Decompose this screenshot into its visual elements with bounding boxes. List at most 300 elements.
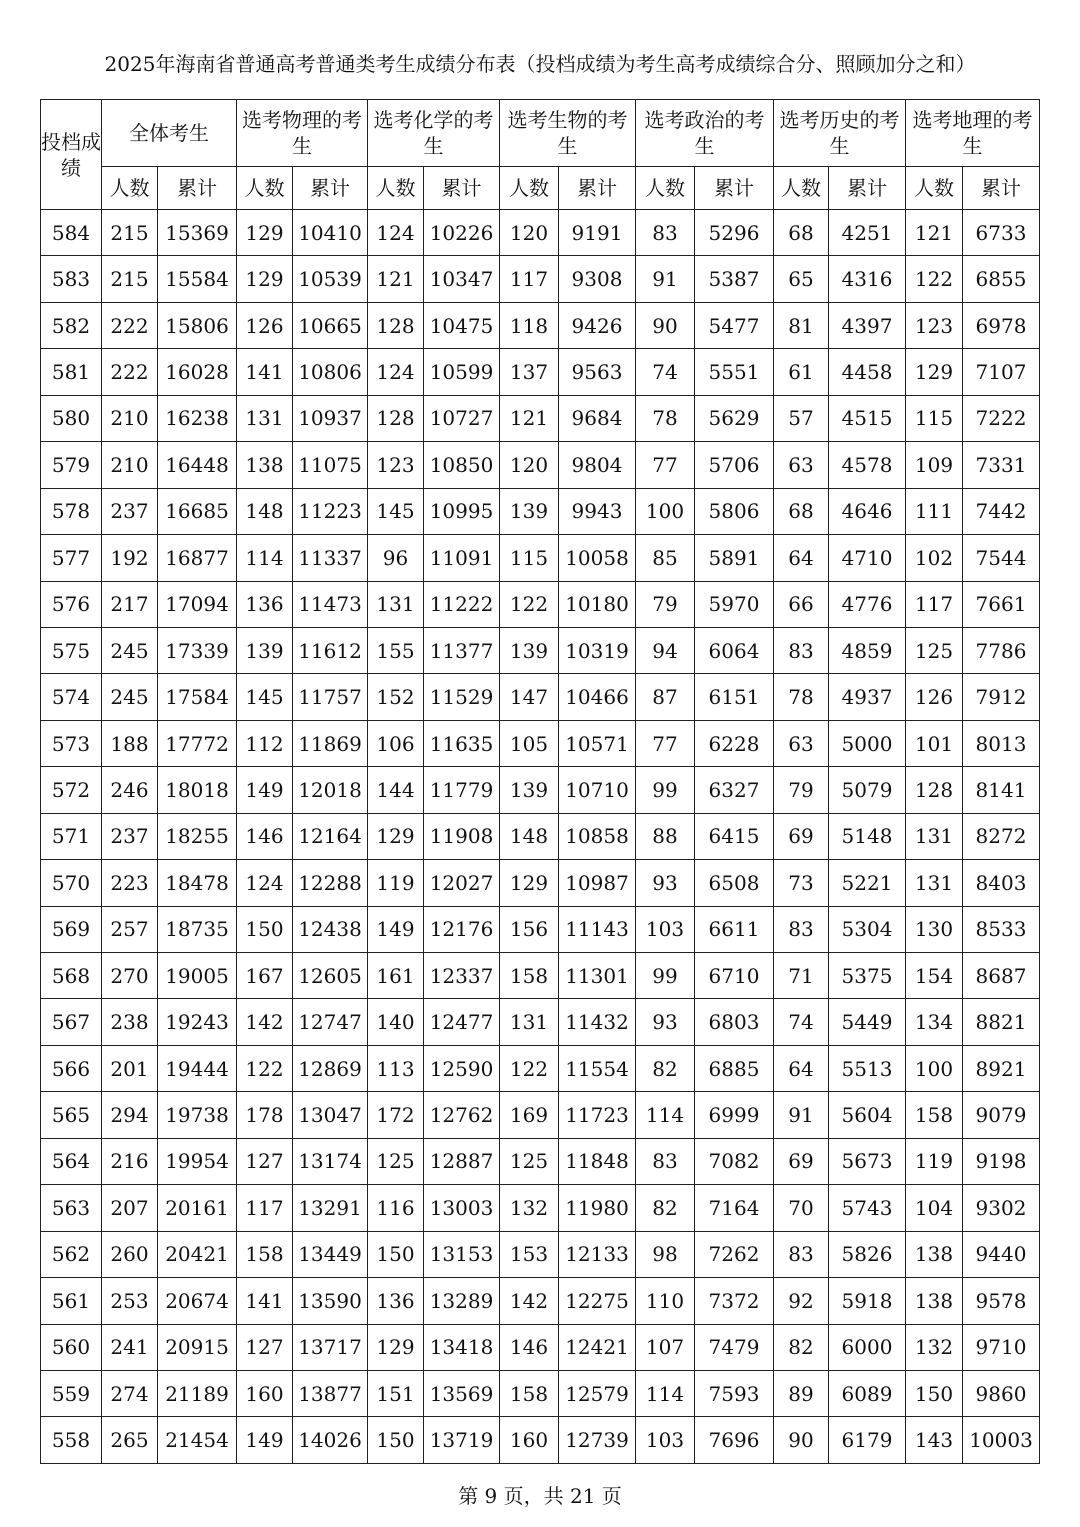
- count-cell: 65: [774, 256, 829, 302]
- count-cell: 113: [368, 1045, 424, 1091]
- count-cell: 178: [237, 1092, 293, 1138]
- cumulative-cell: 10410: [293, 210, 368, 256]
- count-cell: 127: [237, 1324, 293, 1370]
- count-cell: 66: [774, 581, 829, 627]
- cumulative-cell: 12739: [559, 1417, 636, 1463]
- cumulative-cell: 13569: [424, 1370, 500, 1416]
- count-cell: 153: [500, 1231, 559, 1277]
- cumulative-cell: 9578: [963, 1278, 1040, 1324]
- cumulative-cell: 19738: [158, 1092, 237, 1138]
- count-cell: 83: [636, 210, 695, 256]
- score-cell: 564: [41, 1138, 102, 1184]
- subheader-cumulative: 累计: [424, 167, 500, 210]
- table-row: [41, 906, 1040, 952]
- score-cell: 574: [41, 674, 102, 720]
- table-row: [41, 302, 1040, 348]
- count-cell: 115: [906, 395, 963, 441]
- cumulative-cell: 9198: [963, 1138, 1040, 1184]
- cumulative-cell: 12605: [293, 953, 368, 999]
- subheader-cumulative: 累计: [695, 167, 774, 210]
- count-cell: 73: [774, 860, 829, 906]
- cumulative-cell: 17772: [158, 720, 237, 766]
- cumulative-cell: 17584: [158, 674, 237, 720]
- count-cell: 129: [237, 210, 293, 256]
- count-cell: 149: [237, 1417, 293, 1463]
- cumulative-cell: 5513: [829, 1045, 906, 1091]
- count-cell: 160: [237, 1370, 293, 1416]
- cumulative-cell: 9563: [559, 349, 636, 395]
- cumulative-cell: 5304: [829, 906, 906, 952]
- count-cell: 154: [906, 953, 963, 999]
- cumulative-cell: 6855: [963, 256, 1040, 302]
- table-row: [41, 627, 1040, 673]
- cumulative-cell: 13003: [424, 1185, 500, 1231]
- count-cell: 138: [237, 442, 293, 488]
- count-cell: 110: [636, 1278, 695, 1324]
- count-cell: 152: [368, 674, 424, 720]
- count-cell: 100: [636, 488, 695, 534]
- cumulative-cell: 8403: [963, 860, 1040, 906]
- cumulative-cell: 7222: [963, 395, 1040, 441]
- table-row: [41, 1278, 1040, 1324]
- count-cell: 99: [636, 767, 695, 813]
- subheader-count: 人数: [237, 167, 293, 210]
- cumulative-cell: 19444: [158, 1045, 237, 1091]
- cumulative-cell: 7593: [695, 1370, 774, 1416]
- cumulative-cell: 13449: [293, 1231, 368, 1277]
- group-header-biology: 选考生物的考生: [500, 100, 636, 167]
- cumulative-cell: 10226: [424, 210, 500, 256]
- cumulative-cell: 10347: [424, 256, 500, 302]
- score-cell: 566: [41, 1045, 102, 1091]
- count-cell: 139: [500, 488, 559, 534]
- count-cell: 137: [500, 349, 559, 395]
- cumulative-cell: 9710: [963, 1324, 1040, 1370]
- count-cell: 107: [636, 1324, 695, 1370]
- subheader-cumulative: 累计: [158, 167, 237, 210]
- count-cell: 78: [774, 674, 829, 720]
- count-cell: 131: [906, 813, 963, 859]
- cumulative-cell: 7696: [695, 1417, 774, 1463]
- cumulative-cell: 7107: [963, 349, 1040, 395]
- cumulative-cell: 5673: [829, 1138, 906, 1184]
- subheader-cumulative: 累计: [293, 167, 368, 210]
- count-cell: 129: [500, 860, 559, 906]
- page-number-footer: 第 9 页，共 21 页: [458, 1484, 622, 1508]
- cumulative-cell: 12275: [559, 1278, 636, 1324]
- count-cell: 131: [500, 999, 559, 1045]
- table-row: [41, 999, 1040, 1045]
- count-cell: 87: [636, 674, 695, 720]
- score-cell: 567: [41, 999, 102, 1045]
- cumulative-cell: 12018: [293, 767, 368, 813]
- cumulative-cell: 8533: [963, 906, 1040, 952]
- cumulative-cell: 11554: [559, 1045, 636, 1091]
- group-header-physics: 选考物理的考生: [237, 100, 368, 167]
- table-row: [41, 349, 1040, 395]
- count-cell: 121: [906, 210, 963, 256]
- count-cell: 124: [237, 860, 293, 906]
- count-cell: 88: [636, 813, 695, 859]
- subheader-cumulative: 累计: [963, 167, 1040, 210]
- cumulative-cell: 4710: [829, 535, 906, 581]
- score-cell: 558: [41, 1417, 102, 1463]
- count-cell: 83: [636, 1138, 695, 1184]
- count-cell: 122: [500, 1045, 559, 1091]
- cumulative-cell: 5375: [829, 953, 906, 999]
- cumulative-cell: 4458: [829, 349, 906, 395]
- count-cell: 129: [368, 813, 424, 859]
- count-cell: 215: [102, 256, 158, 302]
- cumulative-cell: 11223: [293, 488, 368, 534]
- count-cell: 125: [906, 627, 963, 673]
- count-cell: 223: [102, 860, 158, 906]
- count-cell: 158: [500, 1370, 559, 1416]
- cumulative-cell: 20674: [158, 1278, 237, 1324]
- count-cell: 83: [774, 627, 829, 673]
- cumulative-cell: 13877: [293, 1370, 368, 1416]
- cumulative-cell: 4316: [829, 256, 906, 302]
- cumulative-cell: 9860: [963, 1370, 1040, 1416]
- subheader-count: 人数: [368, 167, 424, 210]
- cumulative-cell: 7082: [695, 1138, 774, 1184]
- subheader-row: [41, 167, 1040, 210]
- count-cell: 126: [906, 674, 963, 720]
- count-cell: 139: [500, 627, 559, 673]
- cumulative-cell: 5918: [829, 1278, 906, 1324]
- count-cell: 105: [500, 720, 559, 766]
- count-cell: 215: [102, 210, 158, 256]
- cumulative-cell: 16028: [158, 349, 237, 395]
- cumulative-cell: 6508: [695, 860, 774, 906]
- count-cell: 117: [500, 256, 559, 302]
- cumulative-cell: 10995: [424, 488, 500, 534]
- score-cell: 562: [41, 1231, 102, 1277]
- cumulative-cell: 9943: [559, 488, 636, 534]
- count-cell: 151: [368, 1370, 424, 1416]
- cumulative-cell: 17094: [158, 581, 237, 627]
- cumulative-cell: 5891: [695, 535, 774, 581]
- count-cell: 90: [774, 1417, 829, 1463]
- count-cell: 64: [774, 1045, 829, 1091]
- cumulative-cell: 7262: [695, 1231, 774, 1277]
- cumulative-cell: 5079: [829, 767, 906, 813]
- count-cell: 111: [906, 488, 963, 534]
- cumulative-cell: 16877: [158, 535, 237, 581]
- cumulative-cell: 16238: [158, 395, 237, 441]
- count-cell: 167: [237, 953, 293, 999]
- cumulative-cell: 9804: [559, 442, 636, 488]
- table-row: [41, 488, 1040, 534]
- count-cell: 128: [368, 395, 424, 441]
- cumulative-cell: 12027: [424, 860, 500, 906]
- count-cell: 106: [368, 720, 424, 766]
- subheader-count: 人数: [636, 167, 695, 210]
- cumulative-cell: 11473: [293, 581, 368, 627]
- cumulative-cell: 4515: [829, 395, 906, 441]
- count-cell: 245: [102, 674, 158, 720]
- cumulative-cell: 13153: [424, 1231, 500, 1277]
- cumulative-cell: 21454: [158, 1417, 237, 1463]
- count-cell: 69: [774, 813, 829, 859]
- count-cell: 98: [636, 1231, 695, 1277]
- count-cell: 146: [237, 813, 293, 859]
- cumulative-cell: 5743: [829, 1185, 906, 1231]
- count-cell: 140: [368, 999, 424, 1045]
- cumulative-cell: 6179: [829, 1417, 906, 1463]
- subheader-count: 人数: [906, 167, 963, 210]
- count-cell: 89: [774, 1370, 829, 1416]
- count-cell: 117: [906, 581, 963, 627]
- cumulative-cell: 8821: [963, 999, 1040, 1045]
- cumulative-cell: 11635: [424, 720, 500, 766]
- count-cell: 156: [500, 906, 559, 952]
- cumulative-cell: 20421: [158, 1231, 237, 1277]
- subheader-count: 人数: [102, 167, 158, 210]
- table-row: [41, 860, 1040, 906]
- count-cell: 207: [102, 1185, 158, 1231]
- cumulative-cell: 5148: [829, 813, 906, 859]
- count-cell: 94: [636, 627, 695, 673]
- cumulative-cell: 4397: [829, 302, 906, 348]
- cumulative-cell: 4578: [829, 442, 906, 488]
- cumulative-cell: 10466: [559, 674, 636, 720]
- cumulative-cell: 18255: [158, 813, 237, 859]
- table-row: [41, 395, 1040, 441]
- group-header-history: 选考历史的考生: [774, 100, 906, 167]
- cumulative-cell: 6415: [695, 813, 774, 859]
- count-cell: 104: [906, 1185, 963, 1231]
- count-cell: 274: [102, 1370, 158, 1416]
- cumulative-cell: 10571: [559, 720, 636, 766]
- count-cell: 158: [906, 1092, 963, 1138]
- cumulative-cell: 8687: [963, 953, 1040, 999]
- cumulative-cell: 11337: [293, 535, 368, 581]
- cumulative-cell: 13418: [424, 1324, 500, 1370]
- count-cell: 118: [500, 302, 559, 348]
- cumulative-cell: 6803: [695, 999, 774, 1045]
- count-cell: 83: [774, 1231, 829, 1277]
- table-row: [41, 1417, 1040, 1463]
- count-cell: 68: [774, 210, 829, 256]
- count-cell: 131: [368, 581, 424, 627]
- score-cell: 559: [41, 1370, 102, 1416]
- cumulative-cell: 12421: [559, 1324, 636, 1370]
- count-cell: 253: [102, 1278, 158, 1324]
- count-cell: 119: [368, 860, 424, 906]
- cumulative-cell: 10539: [293, 256, 368, 302]
- cumulative-cell: 6611: [695, 906, 774, 952]
- cumulative-cell: 8141: [963, 767, 1040, 813]
- count-cell: 122: [906, 256, 963, 302]
- count-cell: 238: [102, 999, 158, 1045]
- score-cell: 581: [41, 349, 102, 395]
- cumulative-cell: 7331: [963, 442, 1040, 488]
- score-cell: 571: [41, 813, 102, 859]
- count-cell: 82: [636, 1045, 695, 1091]
- count-cell: 155: [368, 627, 424, 673]
- group-header-geography: 选考地理的考生: [906, 100, 1040, 167]
- table-row: [41, 767, 1040, 813]
- count-cell: 139: [500, 767, 559, 813]
- cumulative-cell: 5604: [829, 1092, 906, 1138]
- count-cell: 141: [237, 349, 293, 395]
- score-cell: 578: [41, 488, 102, 534]
- cumulative-cell: 10180: [559, 581, 636, 627]
- count-cell: 68: [774, 488, 829, 534]
- cumulative-cell: 12288: [293, 860, 368, 906]
- count-cell: 138: [906, 1278, 963, 1324]
- score-cell: 580: [41, 395, 102, 441]
- count-cell: 149: [368, 906, 424, 952]
- count-cell: 112: [237, 720, 293, 766]
- cumulative-cell: 10727: [424, 395, 500, 441]
- count-cell: 217: [102, 581, 158, 627]
- score-cell: 568: [41, 953, 102, 999]
- count-cell: 109: [906, 442, 963, 488]
- cumulative-cell: 8013: [963, 720, 1040, 766]
- score-cell: 565: [41, 1092, 102, 1138]
- count-cell: 121: [368, 256, 424, 302]
- cumulative-cell: 5000: [829, 720, 906, 766]
- cumulative-cell: 12164: [293, 813, 368, 859]
- cumulative-cell: 5387: [695, 256, 774, 302]
- cumulative-cell: 9191: [559, 210, 636, 256]
- count-cell: 192: [102, 535, 158, 581]
- count-cell: 141: [237, 1278, 293, 1324]
- cumulative-cell: 5826: [829, 1231, 906, 1277]
- cumulative-cell: 21189: [158, 1370, 237, 1416]
- count-cell: 78: [636, 395, 695, 441]
- count-cell: 294: [102, 1092, 158, 1138]
- count-cell: 158: [500, 953, 559, 999]
- count-cell: 81: [774, 302, 829, 348]
- cumulative-cell: 6885: [695, 1045, 774, 1091]
- count-cell: 124: [368, 210, 424, 256]
- count-cell: 147: [500, 674, 559, 720]
- count-cell: 145: [368, 488, 424, 534]
- cumulative-cell: 11091: [424, 535, 500, 581]
- count-cell: 61: [774, 349, 829, 395]
- count-cell: 143: [906, 1417, 963, 1463]
- cumulative-cell: 5477: [695, 302, 774, 348]
- count-cell: 121: [500, 395, 559, 441]
- cumulative-cell: 6978: [963, 302, 1040, 348]
- score-cell: 561: [41, 1278, 102, 1324]
- count-cell: 125: [368, 1138, 424, 1184]
- cumulative-cell: 10665: [293, 302, 368, 348]
- count-cell: 188: [102, 720, 158, 766]
- count-cell: 93: [636, 860, 695, 906]
- cumulative-cell: 19954: [158, 1138, 237, 1184]
- score-cell: 575: [41, 627, 102, 673]
- count-cell: 136: [237, 581, 293, 627]
- count-cell: 201: [102, 1045, 158, 1091]
- count-cell: 83: [774, 906, 829, 952]
- cumulative-cell: 12438: [293, 906, 368, 952]
- count-cell: 148: [237, 488, 293, 534]
- cumulative-cell: 11908: [424, 813, 500, 859]
- cumulative-cell: 13717: [293, 1324, 368, 1370]
- table-body: [41, 210, 1040, 1464]
- cumulative-cell: 7786: [963, 627, 1040, 673]
- count-cell: 127: [237, 1138, 293, 1184]
- count-cell: 93: [636, 999, 695, 1045]
- count-cell: 64: [774, 535, 829, 581]
- cumulative-cell: 10599: [424, 349, 500, 395]
- group-header-politics: 选考政治的考生: [636, 100, 774, 167]
- count-cell: 210: [102, 442, 158, 488]
- cumulative-cell: 11222: [424, 581, 500, 627]
- count-cell: 114: [636, 1370, 695, 1416]
- count-cell: 150: [368, 1417, 424, 1463]
- count-cell: 100: [906, 1045, 963, 1091]
- cumulative-cell: 13291: [293, 1185, 368, 1231]
- cumulative-cell: 13047: [293, 1092, 368, 1138]
- count-cell: 114: [636, 1092, 695, 1138]
- cumulative-cell: 11143: [559, 906, 636, 952]
- cumulative-cell: 4251: [829, 210, 906, 256]
- score-cell: 576: [41, 581, 102, 627]
- count-cell: 257: [102, 906, 158, 952]
- count-cell: 70: [774, 1185, 829, 1231]
- table-row: [41, 1231, 1040, 1277]
- cumulative-cell: 11779: [424, 767, 500, 813]
- cumulative-cell: 12590: [424, 1045, 500, 1091]
- score-cell: 573: [41, 720, 102, 766]
- cumulative-cell: 10003: [963, 1417, 1040, 1463]
- cumulative-cell: 11301: [559, 953, 636, 999]
- count-cell: 124: [368, 349, 424, 395]
- count-cell: 74: [774, 999, 829, 1045]
- subheader-cumulative: 累计: [559, 167, 636, 210]
- cumulative-cell: 7442: [963, 488, 1040, 534]
- score-cell: 569: [41, 906, 102, 952]
- cumulative-cell: 10475: [424, 302, 500, 348]
- cumulative-cell: 7372: [695, 1278, 774, 1324]
- cumulative-cell: 9302: [963, 1185, 1040, 1231]
- count-cell: 241: [102, 1324, 158, 1370]
- group-header-chemistry: 选考化学的考生: [368, 100, 500, 167]
- count-cell: 57: [774, 395, 829, 441]
- count-cell: 210: [102, 395, 158, 441]
- cumulative-cell: 12579: [559, 1370, 636, 1416]
- cumulative-cell: 18018: [158, 767, 237, 813]
- cumulative-cell: 5806: [695, 488, 774, 534]
- cumulative-cell: 7544: [963, 535, 1040, 581]
- count-cell: 142: [500, 1278, 559, 1324]
- cumulative-cell: 6000: [829, 1324, 906, 1370]
- count-cell: 63: [774, 720, 829, 766]
- count-cell: 79: [774, 767, 829, 813]
- cumulative-cell: 11432: [559, 999, 636, 1045]
- cumulative-cell: 6228: [695, 720, 774, 766]
- table-row: [41, 1138, 1040, 1184]
- table-row: [41, 1370, 1040, 1416]
- cumulative-cell: 4646: [829, 488, 906, 534]
- count-cell: 144: [368, 767, 424, 813]
- cumulative-cell: 11869: [293, 720, 368, 766]
- count-cell: 92: [774, 1278, 829, 1324]
- count-cell: 145: [237, 674, 293, 720]
- count-cell: 102: [906, 535, 963, 581]
- count-cell: 99: [636, 953, 695, 999]
- cumulative-cell: 18735: [158, 906, 237, 952]
- cumulative-cell: 10806: [293, 349, 368, 395]
- count-cell: 160: [500, 1417, 559, 1463]
- score-column-header: 投档成绩: [41, 100, 102, 210]
- count-cell: 115: [500, 535, 559, 581]
